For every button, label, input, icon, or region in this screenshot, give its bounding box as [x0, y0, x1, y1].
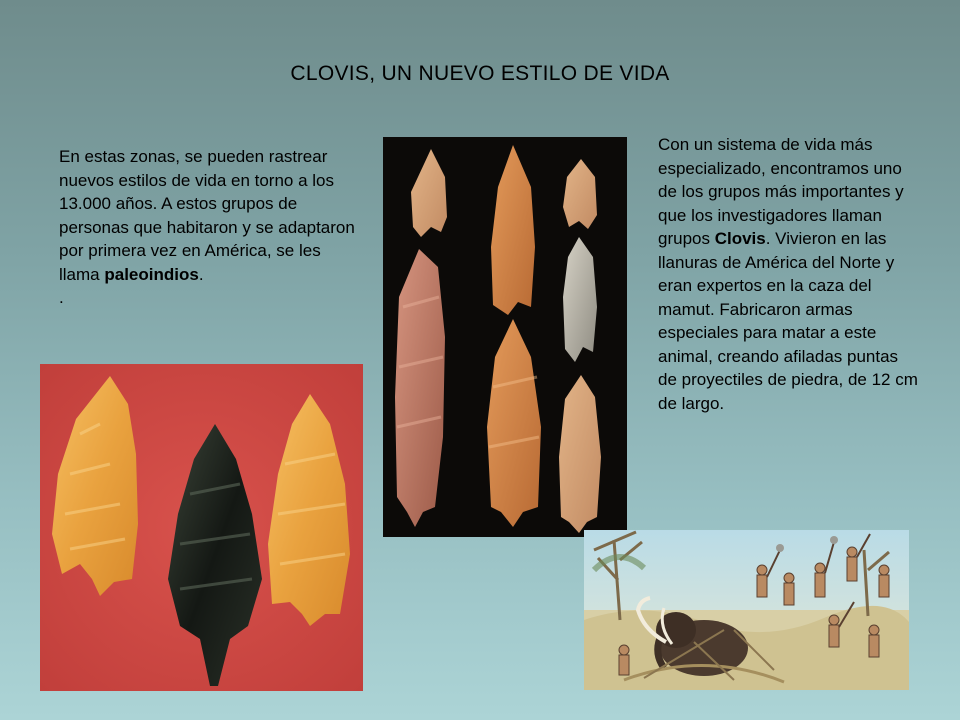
mammoth-hunt-illustration	[584, 530, 909, 690]
left-paragraph-text: En estas zonas, se pueden rastrear nuevos estilos de vida en torno a los 13.000 años. A estos grupos de personas que habitaron y se adaptaron por primera vez en América, se les llama	[59, 147, 355, 284]
left-paragraph	[59, 145, 364, 310]
right-paragraph-end: . Vivieron en las llanuras de América del Norte y eran expertos en la caza del mamut. Fabricaron armas especiales para matar a este animal, creando afiladas puntas de proyectiles de piedra, de 12 cm de largo.	[658, 229, 918, 413]
keyword-paleoindios: paleoindios	[104, 264, 199, 284]
right-paragraph-text: Con un sistema de vida más especializado, encontramos uno de los grupos más importantes y que los investigadores llaman grupos	[658, 135, 904, 248]
keyword-clovis: Clovis	[714, 229, 766, 248]
left-paragraph-dot: .	[59, 288, 64, 307]
clovis-points-red-photo	[40, 364, 363, 691]
slide-title: CLOVIS, UN NUEVO ESTILO DE VIDA	[290, 62, 670, 85]
left-paragraph-end: .	[198, 264, 204, 284]
right-paragraph	[658, 133, 918, 415]
clovis-points-black-photo	[383, 137, 627, 537]
